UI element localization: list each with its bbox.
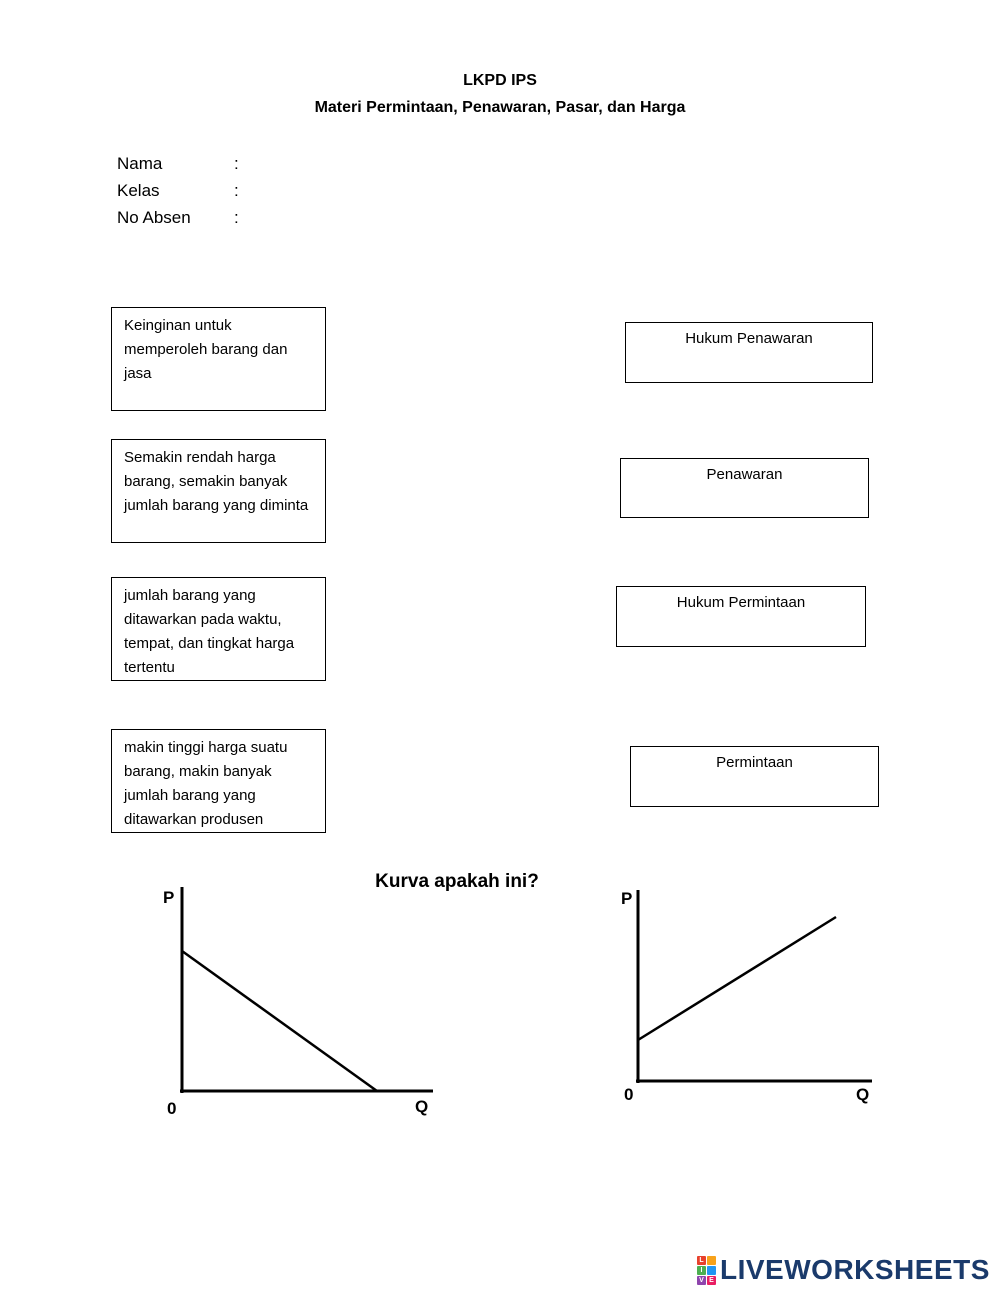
term-text-penawaran: Penawaran xyxy=(706,466,783,483)
logo-block xyxy=(707,1266,716,1275)
logo-block xyxy=(707,1256,716,1265)
liveworksheets-logo xyxy=(697,1253,990,1287)
logo-blocks-icon xyxy=(697,1256,716,1285)
term-text-hukum-penawaran: Hukum Penawaran xyxy=(685,330,813,347)
term-text-permintaan: Permintaan xyxy=(716,754,793,771)
field-label-kelas: Kelas xyxy=(117,181,160,200)
field-colon-nama: : xyxy=(234,154,239,173)
left-y-axis-label: P xyxy=(163,888,175,907)
definition-text-3: jumlah barang yang ditawarkan pada waktu, tempat, dan tingkat harga tertentu xyxy=(124,587,295,676)
right-x-axis-label: Q xyxy=(856,1085,870,1104)
right-origin-label: 0 xyxy=(624,1085,634,1104)
curve-question: Kurva apakah ini? xyxy=(375,871,539,892)
field-colon-no-absen: : xyxy=(234,208,239,227)
definition-text-1: Keinginan untuk memperoleh barang dan jasa xyxy=(124,317,288,382)
right-curve-line xyxy=(638,917,836,1040)
logo-block: E xyxy=(707,1276,716,1285)
field-colon-kelas: : xyxy=(234,181,239,200)
left-origin-label: 0 xyxy=(167,1099,177,1118)
field-label-no-absen: No Absen xyxy=(117,208,191,227)
left-x-axis-label: Q xyxy=(415,1097,429,1116)
definition-text-4: makin tinggi harga suatu barang, makin banyak jumlah barang yang ditawarkan produsen xyxy=(124,739,288,828)
field-label-nama: Nama xyxy=(117,154,163,173)
logo-block: I xyxy=(697,1266,706,1275)
worksheet-title: LKPD IPS xyxy=(463,72,537,89)
right-curve-graph xyxy=(621,889,872,1104)
right-y-axis-label: P xyxy=(621,889,633,908)
logo-block: L xyxy=(697,1256,706,1265)
logo-block: V xyxy=(697,1276,706,1285)
definition-text-2: Semakin rendah harga barang, semakin banyak jumlah barang yang diminta xyxy=(124,449,309,514)
logo-brand-text: LIVEWORKSHEETS xyxy=(720,1254,990,1285)
worksheet-subtitle: Materi Permintaan, Penawaran, Pasar, dan Harga xyxy=(314,99,686,116)
left-curve-graph xyxy=(163,887,433,1118)
left-curve-line xyxy=(182,951,377,1091)
term-text-hukum-permintaan: Hukum Permintaan xyxy=(676,594,806,611)
